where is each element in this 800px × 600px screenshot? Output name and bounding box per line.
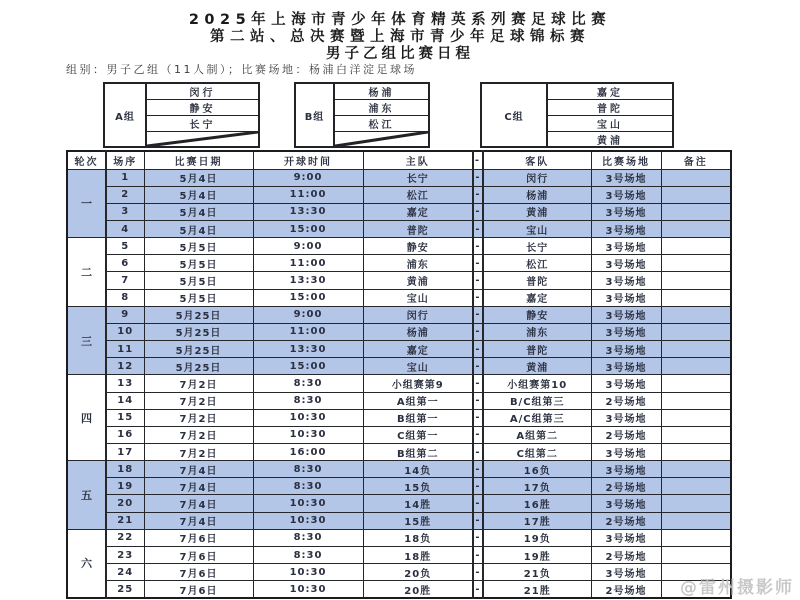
match-date: 7月6日 bbox=[144, 546, 253, 563]
vs-dash: - bbox=[473, 238, 483, 255]
match-row-14 bbox=[67, 392, 731, 409]
document-title-line-1: 2025年上海市青少年体育精英系列赛足球比赛 bbox=[188, 12, 612, 28]
remark bbox=[661, 220, 731, 237]
match-row-25 bbox=[67, 581, 731, 598]
venue: 3号场地 bbox=[591, 341, 661, 358]
venue: 3号场地 bbox=[591, 444, 661, 461]
kickoff-time: 8:30 bbox=[253, 375, 363, 392]
vs-dash: - bbox=[473, 306, 483, 323]
group-b-team-3: 松江 bbox=[335, 116, 428, 132]
remark bbox=[661, 461, 731, 478]
group-b-box bbox=[294, 82, 430, 148]
kickoff-time: 8:30 bbox=[253, 461, 363, 478]
away-team: 普陀 bbox=[483, 341, 591, 358]
col-header-home: 主队 bbox=[363, 151, 473, 169]
kickoff-time: 13:30 bbox=[253, 203, 363, 220]
away-team: 松江 bbox=[483, 255, 591, 272]
away-team: 杨浦 bbox=[483, 186, 591, 203]
match-number: 1 bbox=[106, 169, 144, 186]
venue: 3号场地 bbox=[591, 289, 661, 306]
kickoff-time: 15:00 bbox=[253, 220, 363, 237]
kickoff-time: 11:00 bbox=[253, 323, 363, 340]
venue: 2号场地 bbox=[591, 426, 661, 443]
match-row-9 bbox=[67, 306, 731, 323]
match-date: 7月4日 bbox=[144, 478, 253, 495]
match-date: 5月5日 bbox=[144, 289, 253, 306]
match-number: 19 bbox=[106, 478, 144, 495]
match-number: 5 bbox=[106, 238, 144, 255]
vs-dash: - bbox=[473, 255, 483, 272]
home-team: 杨浦 bbox=[363, 323, 473, 340]
group-c-team-3: 宝山 bbox=[548, 116, 672, 132]
remark bbox=[661, 272, 731, 289]
home-team: 20胜 bbox=[363, 581, 473, 598]
away-team: 17胜 bbox=[483, 512, 591, 529]
kickoff-time: 16:00 bbox=[253, 444, 363, 461]
kickoff-time: 13:30 bbox=[253, 272, 363, 289]
match-number: 24 bbox=[106, 564, 144, 581]
away-team: 19胜 bbox=[483, 546, 591, 563]
match-row-3 bbox=[67, 203, 731, 220]
vs-dash: - bbox=[473, 220, 483, 237]
remark bbox=[661, 203, 731, 220]
col-header-date: 比赛日期 bbox=[144, 151, 253, 169]
vs-dash: - bbox=[473, 409, 483, 426]
match-number: 11 bbox=[106, 341, 144, 358]
match-date: 5月4日 bbox=[144, 186, 253, 203]
group-b-team-1: 杨浦 bbox=[335, 84, 428, 100]
vs-dash: - bbox=[473, 323, 483, 340]
match-date: 5月25日 bbox=[144, 323, 253, 340]
home-team: 18负 bbox=[363, 529, 473, 546]
match-number: 3 bbox=[106, 203, 144, 220]
match-row-11 bbox=[67, 341, 731, 358]
vs-dash: - bbox=[473, 512, 483, 529]
match-number: 12 bbox=[106, 358, 144, 375]
vs-dash: - bbox=[473, 272, 483, 289]
round-label: 二 bbox=[67, 238, 106, 307]
vs-dash: - bbox=[473, 169, 483, 186]
kickoff-time: 8:30 bbox=[253, 478, 363, 495]
kickoff-time: 11:00 bbox=[253, 255, 363, 272]
vs-dash: - bbox=[473, 375, 483, 392]
group-b-label: B组 bbox=[296, 84, 335, 146]
group-a-team-3: 长宁 bbox=[147, 116, 258, 132]
match-row-10 bbox=[67, 323, 731, 340]
venue: 2号场地 bbox=[591, 478, 661, 495]
away-team: 17负 bbox=[483, 478, 591, 495]
away-team: 21胜 bbox=[483, 581, 591, 598]
vs-dash: - bbox=[473, 392, 483, 409]
match-date: 7月2日 bbox=[144, 426, 253, 443]
match-number: 8 bbox=[106, 289, 144, 306]
match-date: 7月2日 bbox=[144, 375, 253, 392]
home-team: 闵行 bbox=[363, 306, 473, 323]
match-number: 16 bbox=[106, 426, 144, 443]
venue: 3号场地 bbox=[591, 409, 661, 426]
round-label: 三 bbox=[67, 306, 106, 375]
venue: 3号场地 bbox=[591, 375, 661, 392]
match-row-18 bbox=[67, 461, 731, 478]
kickoff-time: 15:00 bbox=[253, 289, 363, 306]
match-row-8 bbox=[67, 289, 731, 306]
match-date: 7月4日 bbox=[144, 512, 253, 529]
home-team: C组第一 bbox=[363, 426, 473, 443]
remark bbox=[661, 186, 731, 203]
venue: 2号场地 bbox=[591, 581, 661, 598]
match-row-6 bbox=[67, 255, 731, 272]
col-header-dash: - bbox=[473, 151, 483, 169]
vs-dash: - bbox=[473, 203, 483, 220]
remark bbox=[661, 306, 731, 323]
away-team: 黄浦 bbox=[483, 203, 591, 220]
home-team: B组第二 bbox=[363, 444, 473, 461]
kickoff-time: 9:00 bbox=[253, 238, 363, 255]
away-team: A组第二 bbox=[483, 426, 591, 443]
remark bbox=[661, 546, 731, 563]
away-team: 小组赛第10 bbox=[483, 375, 591, 392]
remark bbox=[661, 512, 731, 529]
remark bbox=[661, 392, 731, 409]
home-team: 14负 bbox=[363, 461, 473, 478]
away-team: 普陀 bbox=[483, 272, 591, 289]
col-header-time: 开球时间 bbox=[253, 151, 363, 169]
col-header-remark: 备注 bbox=[661, 151, 731, 169]
remark bbox=[661, 444, 731, 461]
venue: 3号场地 bbox=[591, 220, 661, 237]
away-team: 长宁 bbox=[483, 238, 591, 255]
group-venue-note: 组别：男子乙组（11人制）；比赛场地：杨浦白洋淀足球场 bbox=[66, 63, 417, 76]
match-number: 21 bbox=[106, 512, 144, 529]
away-team: 黄浦 bbox=[483, 358, 591, 375]
home-team: 18胜 bbox=[363, 546, 473, 563]
vs-dash: - bbox=[473, 495, 483, 512]
vs-dash: - bbox=[473, 478, 483, 495]
away-team: 浦东 bbox=[483, 323, 591, 340]
document-title-line-3: 男子乙组比赛日程 bbox=[326, 46, 474, 62]
match-row-23 bbox=[67, 546, 731, 563]
group-a-teams bbox=[147, 84, 258, 146]
kickoff-time: 9:00 bbox=[253, 306, 363, 323]
venue: 3号场地 bbox=[591, 461, 661, 478]
remark bbox=[661, 323, 731, 340]
away-team: 静安 bbox=[483, 306, 591, 323]
home-team: 长宁 bbox=[363, 169, 473, 186]
match-row-2 bbox=[67, 186, 731, 203]
match-date: 5月25日 bbox=[144, 306, 253, 323]
match-date: 5月4日 bbox=[144, 220, 253, 237]
home-team: 15胜 bbox=[363, 512, 473, 529]
round-label: 六 bbox=[67, 529, 106, 598]
home-team: A组第一 bbox=[363, 392, 473, 409]
vs-dash: - bbox=[473, 358, 483, 375]
venue: 3号场地 bbox=[591, 272, 661, 289]
group-c-box bbox=[480, 82, 674, 148]
venue: 3号场地 bbox=[591, 564, 661, 581]
match-row-1 bbox=[67, 169, 731, 186]
match-date: 7月2日 bbox=[144, 444, 253, 461]
group-c-team-1: 嘉定 bbox=[548, 84, 672, 100]
kickoff-time: 10:30 bbox=[253, 581, 363, 598]
remark bbox=[661, 255, 731, 272]
match-number: 17 bbox=[106, 444, 144, 461]
round-label: 四 bbox=[67, 375, 106, 461]
group-a-empty-cell bbox=[147, 132, 258, 146]
away-team: 嘉定 bbox=[483, 289, 591, 306]
group-c-team-4: 黄浦 bbox=[597, 136, 623, 147]
home-team: 黄浦 bbox=[363, 272, 473, 289]
match-date: 5月4日 bbox=[144, 203, 253, 220]
venue: 3号场地 bbox=[591, 238, 661, 255]
kickoff-time: 13:30 bbox=[253, 341, 363, 358]
schedule-table bbox=[66, 150, 732, 599]
match-number: 6 bbox=[106, 255, 144, 272]
kickoff-time: 15:00 bbox=[253, 358, 363, 375]
remark bbox=[661, 169, 731, 186]
group-b-empty-cell bbox=[335, 132, 428, 146]
kickoff-time: 10:30 bbox=[253, 512, 363, 529]
remark bbox=[661, 238, 731, 255]
vs-dash: - bbox=[473, 341, 483, 358]
home-team: 普陀 bbox=[363, 220, 473, 237]
match-date: 5月5日 bbox=[144, 255, 253, 272]
match-date: 7月6日 bbox=[144, 564, 253, 581]
match-row-12 bbox=[67, 358, 731, 375]
col-header-round: 轮次 bbox=[67, 151, 106, 169]
match-number: 13 bbox=[106, 375, 144, 392]
kickoff-time: 8:30 bbox=[253, 529, 363, 546]
vs-dash: - bbox=[473, 581, 483, 598]
vs-dash: - bbox=[473, 444, 483, 461]
match-number: 22 bbox=[106, 529, 144, 546]
group-b-team-2: 浦东 bbox=[335, 100, 428, 116]
col-header-away: 客队 bbox=[483, 151, 591, 169]
venue: 3号场地 bbox=[591, 323, 661, 340]
match-date: 7月2日 bbox=[144, 409, 253, 426]
match-date: 5月5日 bbox=[144, 272, 253, 289]
group-a-box bbox=[103, 82, 260, 148]
remark bbox=[661, 289, 731, 306]
remark bbox=[661, 409, 731, 426]
col-header-match-no: 场序 bbox=[106, 151, 144, 169]
match-row-20 bbox=[67, 495, 731, 512]
match-row-24 bbox=[67, 564, 731, 581]
vs-dash: - bbox=[473, 186, 483, 203]
match-date: 7月6日 bbox=[144, 529, 253, 546]
vs-dash: - bbox=[473, 529, 483, 546]
match-number: 15 bbox=[106, 409, 144, 426]
match-number: 2 bbox=[106, 186, 144, 203]
kickoff-time: 11:00 bbox=[253, 186, 363, 203]
home-team: 浦东 bbox=[363, 255, 473, 272]
away-team: 闵行 bbox=[483, 169, 591, 186]
match-row-17 bbox=[67, 444, 731, 461]
venue: 3号场地 bbox=[591, 358, 661, 375]
round-label: 一 bbox=[67, 169, 106, 238]
kickoff-time: 10:30 bbox=[253, 564, 363, 581]
venue: 3号场地 bbox=[591, 203, 661, 220]
match-number: 10 bbox=[106, 323, 144, 340]
remark bbox=[661, 341, 731, 358]
vs-dash: - bbox=[473, 546, 483, 563]
match-row-22 bbox=[67, 529, 731, 546]
col-header-venue: 比赛场地 bbox=[591, 151, 661, 169]
match-row-21 bbox=[67, 512, 731, 529]
round-label: 五 bbox=[67, 461, 106, 530]
match-date: 5月4日 bbox=[144, 169, 253, 186]
group-a-team-1: 闵行 bbox=[147, 84, 258, 100]
venue: 3号场地 bbox=[591, 306, 661, 323]
group-a-label: A组 bbox=[105, 84, 147, 146]
match-date: 7月2日 bbox=[144, 392, 253, 409]
match-number: 7 bbox=[106, 272, 144, 289]
group-c-teams bbox=[548, 84, 672, 146]
home-team: 15负 bbox=[363, 478, 473, 495]
match-date: 7月6日 bbox=[144, 581, 253, 598]
vs-dash: - bbox=[473, 289, 483, 306]
match-number: 14 bbox=[106, 392, 144, 409]
home-team: 宝山 bbox=[363, 358, 473, 375]
venue: 3号场地 bbox=[591, 186, 661, 203]
home-team: 14胜 bbox=[363, 495, 473, 512]
vs-dash: - bbox=[473, 564, 483, 581]
remark bbox=[661, 478, 731, 495]
group-b-teams bbox=[335, 84, 428, 146]
remark bbox=[661, 375, 731, 392]
kickoff-time: 8:30 bbox=[253, 546, 363, 563]
venue: 3号场地 bbox=[591, 169, 661, 186]
schedule-header-row bbox=[67, 151, 731, 169]
match-row-5 bbox=[67, 238, 731, 255]
match-number: 9 bbox=[106, 306, 144, 323]
home-team: 小组赛第9 bbox=[363, 375, 473, 392]
away-team: C组第二 bbox=[483, 444, 591, 461]
remark bbox=[661, 529, 731, 546]
match-date: 5月5日 bbox=[144, 238, 253, 255]
venue: 2号场地 bbox=[591, 546, 661, 563]
remark bbox=[661, 426, 731, 443]
match-date: 5月25日 bbox=[144, 358, 253, 375]
vs-dash: - bbox=[473, 461, 483, 478]
venue: 3号场地 bbox=[591, 495, 661, 512]
home-team: 嘉定 bbox=[363, 203, 473, 220]
remark bbox=[661, 358, 731, 375]
match-row-19 bbox=[67, 478, 731, 495]
match-row-15 bbox=[67, 409, 731, 426]
away-team: A/C组第三 bbox=[483, 409, 591, 426]
away-team: 21负 bbox=[483, 564, 591, 581]
match-number: 20 bbox=[106, 495, 144, 512]
match-date: 7月4日 bbox=[144, 461, 253, 478]
home-team: 静安 bbox=[363, 238, 473, 255]
match-number: 4 bbox=[106, 220, 144, 237]
kickoff-time: 10:30 bbox=[253, 495, 363, 512]
match-number: 23 bbox=[106, 546, 144, 563]
kickoff-time: 10:30 bbox=[253, 409, 363, 426]
match-row-7 bbox=[67, 272, 731, 289]
home-team: 嘉定 bbox=[363, 341, 473, 358]
home-team: 宝山 bbox=[363, 289, 473, 306]
group-c-team-2: 普陀 bbox=[548, 100, 672, 116]
away-team: 16负 bbox=[483, 461, 591, 478]
venue: 3号场地 bbox=[591, 255, 661, 272]
diagonal-strike-line bbox=[147, 132, 258, 146]
diagonal-strike-line bbox=[335, 132, 428, 146]
kickoff-time: 9:00 bbox=[253, 169, 363, 186]
match-number: 25 bbox=[106, 581, 144, 598]
away-team: 19负 bbox=[483, 529, 591, 546]
match-row-4 bbox=[67, 220, 731, 237]
venue: 2号场地 bbox=[591, 392, 661, 409]
match-date: 5月25日 bbox=[144, 341, 253, 358]
away-team: 宝山 bbox=[483, 220, 591, 237]
venue: 2号场地 bbox=[591, 512, 661, 529]
kickoff-time: 10:30 bbox=[253, 426, 363, 443]
match-row-13 bbox=[67, 375, 731, 392]
kickoff-time: 8:30 bbox=[253, 392, 363, 409]
match-number: 18 bbox=[106, 461, 144, 478]
home-team: 20负 bbox=[363, 564, 473, 581]
group-c-label: C组 bbox=[482, 84, 548, 146]
away-team: B/C组第三 bbox=[483, 392, 591, 409]
venue: 3号场地 bbox=[591, 529, 661, 546]
home-team: B组第一 bbox=[363, 409, 473, 426]
vs-dash: - bbox=[473, 426, 483, 443]
match-date: 7月4日 bbox=[144, 495, 253, 512]
group-a-team-2: 静安 bbox=[147, 100, 258, 116]
remark bbox=[661, 495, 731, 512]
photographer-watermark: @雷州摄影师 bbox=[680, 578, 794, 598]
match-row-16 bbox=[67, 426, 731, 443]
home-team: 松江 bbox=[363, 186, 473, 203]
away-team: 16胜 bbox=[483, 495, 591, 512]
document-title-line-2: 第二站、总决赛暨上海市青少年足球锦标赛 bbox=[210, 29, 590, 45]
